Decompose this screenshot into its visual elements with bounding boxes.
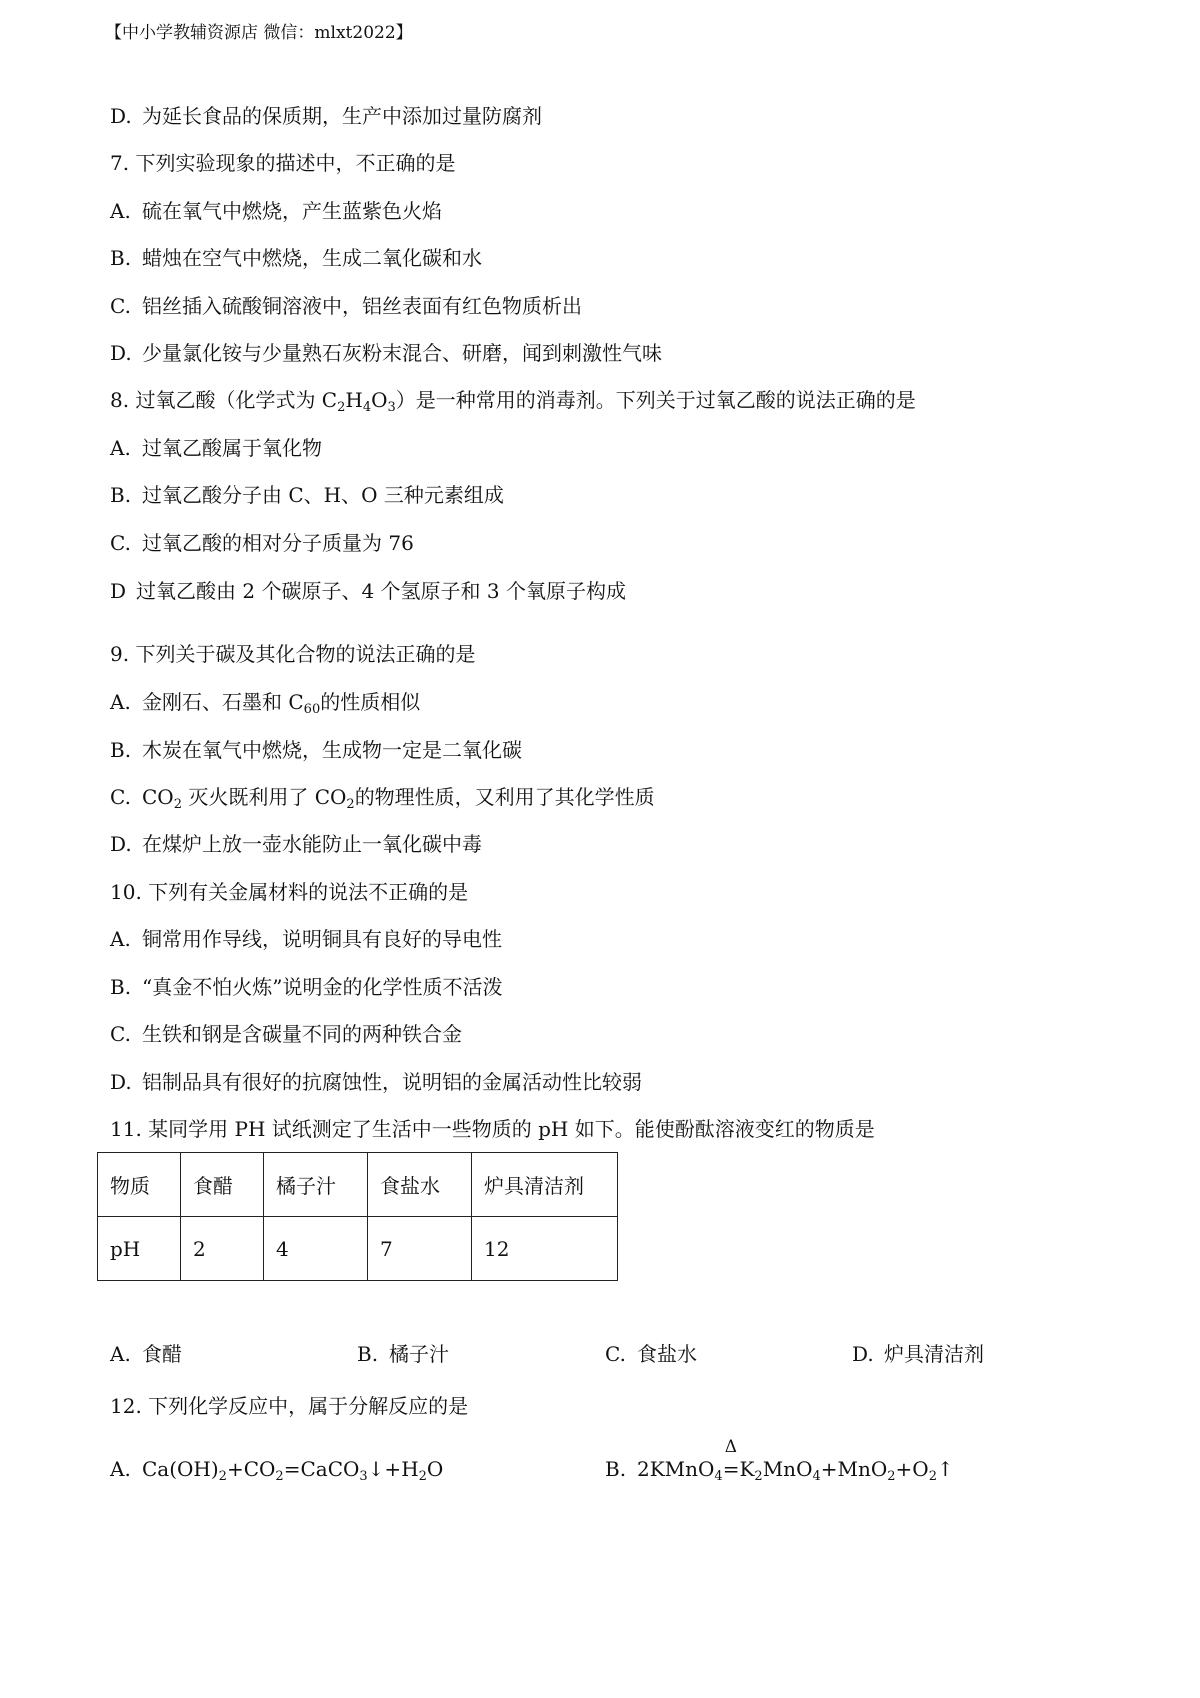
q8-stem-post: ）是一种常用的消毒剂。下列关于过氧乙酸的说法正确的是 [395, 388, 916, 412]
q11-option-a [110, 1340, 182, 1368]
table-cell: 炉具清洁剂 [472, 1153, 618, 1217]
option-text: 食醋 [142, 1342, 182, 1366]
q12-option-a [110, 1455, 443, 1483]
option-text: 硫在氧气中燃烧，产生蓝紫色火焰 [142, 199, 442, 223]
option-letter: B. [110, 738, 132, 762]
q11-option-d [852, 1340, 984, 1368]
option-letter: D [110, 579, 127, 603]
option-text: 炉具清洁剂 [884, 1342, 984, 1366]
q11-option-b [357, 1340, 449, 1368]
option-letter: C. [110, 785, 131, 809]
q10-option-b [110, 973, 502, 1001]
option-text: 少量氯化铵与少量熟石灰粉末混合、研磨，闻到刺激性气味 [142, 341, 662, 365]
q7-stem: 7. 下列实验现象的描述中，不正确的是 [110, 151, 456, 175]
equation-a: $Ca(OH)_2+CO_2=CaCO_3↓+H_2O$ [142, 1457, 444, 1484]
subscript: 60 [303, 702, 321, 717]
q11-stem: 11. 某同学用 PH 试纸测定了生活中一些物质的 pH 如下。能使酚酞溶液变红的物质是 [110, 1117, 875, 1141]
q7-option-c [110, 292, 582, 320]
option-text: 蜡烛在空气中燃烧，生成二氧化碳和水 [142, 246, 482, 270]
option-letter: D. [110, 832, 132, 856]
option-text-pre: 金刚石、石墨和 C [142, 690, 304, 714]
option-letter: B. [110, 975, 132, 999]
option-text: 过氧乙酸的相对分子质量为 76 [142, 531, 414, 555]
option-text: “真金不怕火炼”说明金的化学性质不活泼 [142, 975, 503, 999]
q6-option-d [110, 102, 542, 130]
option-letter: C. [605, 1342, 626, 1366]
option-text-mid: 灭火既利用了 CO [188, 785, 347, 809]
table-cell: 物质 [98, 1153, 181, 1217]
q7-option-b [110, 244, 482, 272]
option-letter: A. [110, 1342, 131, 1366]
table-cell: 12 [472, 1217, 618, 1281]
q12-stem: 12. 下列化学反应中，属于分解反应的是 [110, 1394, 469, 1418]
ph-table [97, 1152, 618, 1281]
formula-c2h4o3: $_2H_4O_3$ [337, 388, 396, 415]
header-watermark: 【中小学教辅资源店 微信：mlxt2022】 [105, 23, 413, 43]
q8-stem [110, 386, 916, 414]
table-cell: 7 [368, 1217, 472, 1281]
q9-stem: 9. 下列关于碳及其化合物的说法正确的是 [110, 642, 476, 666]
delta-symbol: Δ [724, 1437, 737, 1457]
option-letter: B. [110, 483, 132, 507]
option-text: 过氧乙酸属于氧化物 [142, 436, 322, 460]
q7-option-a [110, 197, 442, 225]
table-cell: 2 [181, 1217, 264, 1281]
option-text: 在煤炉上放一壶水能防止一氧化碳中毒 [142, 832, 482, 856]
table-cell: 橘子汁 [264, 1153, 368, 1217]
option-letter: A. [110, 927, 131, 951]
q9-option-c: C. $CO_2$ 灭火既利用了 $CO_2$的物理性质，又利用了其化学性质 [110, 785, 655, 812]
q9-option-d [110, 830, 482, 858]
q10-option-c [110, 1020, 462, 1048]
option-text: 橘子汁 [389, 1342, 449, 1366]
formula-co2: $CO_2$ [142, 785, 182, 812]
q8-option-b [110, 481, 504, 509]
q10-option-d [110, 1068, 642, 1096]
option-text: 过氧乙酸分子由 C、H、O 三种元素组成 [142, 483, 504, 507]
option-text: 过氧乙酸由 2 个碳原子、4 个氢原子和 3 个氧原子构成 [136, 579, 626, 603]
option-letter: A. [110, 690, 131, 714]
table-header-row [98, 1153, 618, 1217]
q8-option-d [110, 577, 626, 605]
q8-option-c [110, 529, 414, 557]
table-cell: 食盐水 [368, 1153, 472, 1217]
option-letter: A. [110, 199, 131, 223]
option-letter: B. [605, 1457, 627, 1481]
option-text: 铜常用作导线，说明铜具有良好的导电性 [142, 927, 502, 951]
option-letter: C. [110, 294, 131, 318]
q10-option-a [110, 925, 502, 953]
option-letter: B. [357, 1342, 379, 1366]
heating-equals: Δ = [723, 1455, 740, 1483]
option-text: 食盐水 [637, 1342, 697, 1366]
q8-stem-pre: 8. 过氧乙酸（化学式为 C [110, 388, 338, 412]
option-letter: D. [110, 1070, 132, 1094]
option-letter: D. [852, 1342, 874, 1366]
table-row [98, 1217, 618, 1281]
option-text: 铝制品具有很好的抗腐蚀性，说明铝的金属活动性比较弱 [142, 1070, 642, 1094]
option-text-post: 的性质相似 [320, 690, 421, 714]
option-letter: C. [110, 1022, 131, 1046]
q11-option-c [605, 1340, 697, 1368]
option-text: 木炭在氧气中燃烧，生成物一定是二氧化碳 [142, 738, 522, 762]
q9-option-b [110, 736, 522, 764]
table-cell: 食醋 [181, 1153, 264, 1217]
option-letter: B. [110, 246, 132, 270]
option-letter: A. [110, 1457, 131, 1481]
option-letter: D. [110, 104, 132, 128]
option-text-post: 的物理性质，又利用了其化学性质 [354, 785, 655, 809]
q8-option-a [110, 434, 322, 462]
option-text: 生铁和钢是含碳量不同的两种铁合金 [142, 1022, 462, 1046]
equation-b: 2KMnO$_4$ Δ $=K_2MnO_4+MnO_2+O_2↑$ [637, 1457, 954, 1481]
table-cell: pH [98, 1217, 181, 1281]
q10-stem: 10. 下列有关金属材料的说法不正确的是 [110, 880, 469, 904]
q12-option-b [605, 1437, 954, 1484]
option-letter: A. [110, 436, 131, 460]
option-text: 为延长食品的保质期，生产中添加过量防腐剂 [142, 104, 542, 128]
table-cell: 4 [264, 1217, 368, 1281]
q7-option-d [110, 339, 662, 367]
option-letter: D. [110, 341, 132, 365]
q11-options [110, 1340, 1110, 1370]
q9-option-a [110, 688, 420, 716]
option-text: 铝丝插入硫酸铜溶液中，铝丝表面有红色物质析出 [142, 294, 582, 318]
option-letter: C. [110, 531, 131, 555]
